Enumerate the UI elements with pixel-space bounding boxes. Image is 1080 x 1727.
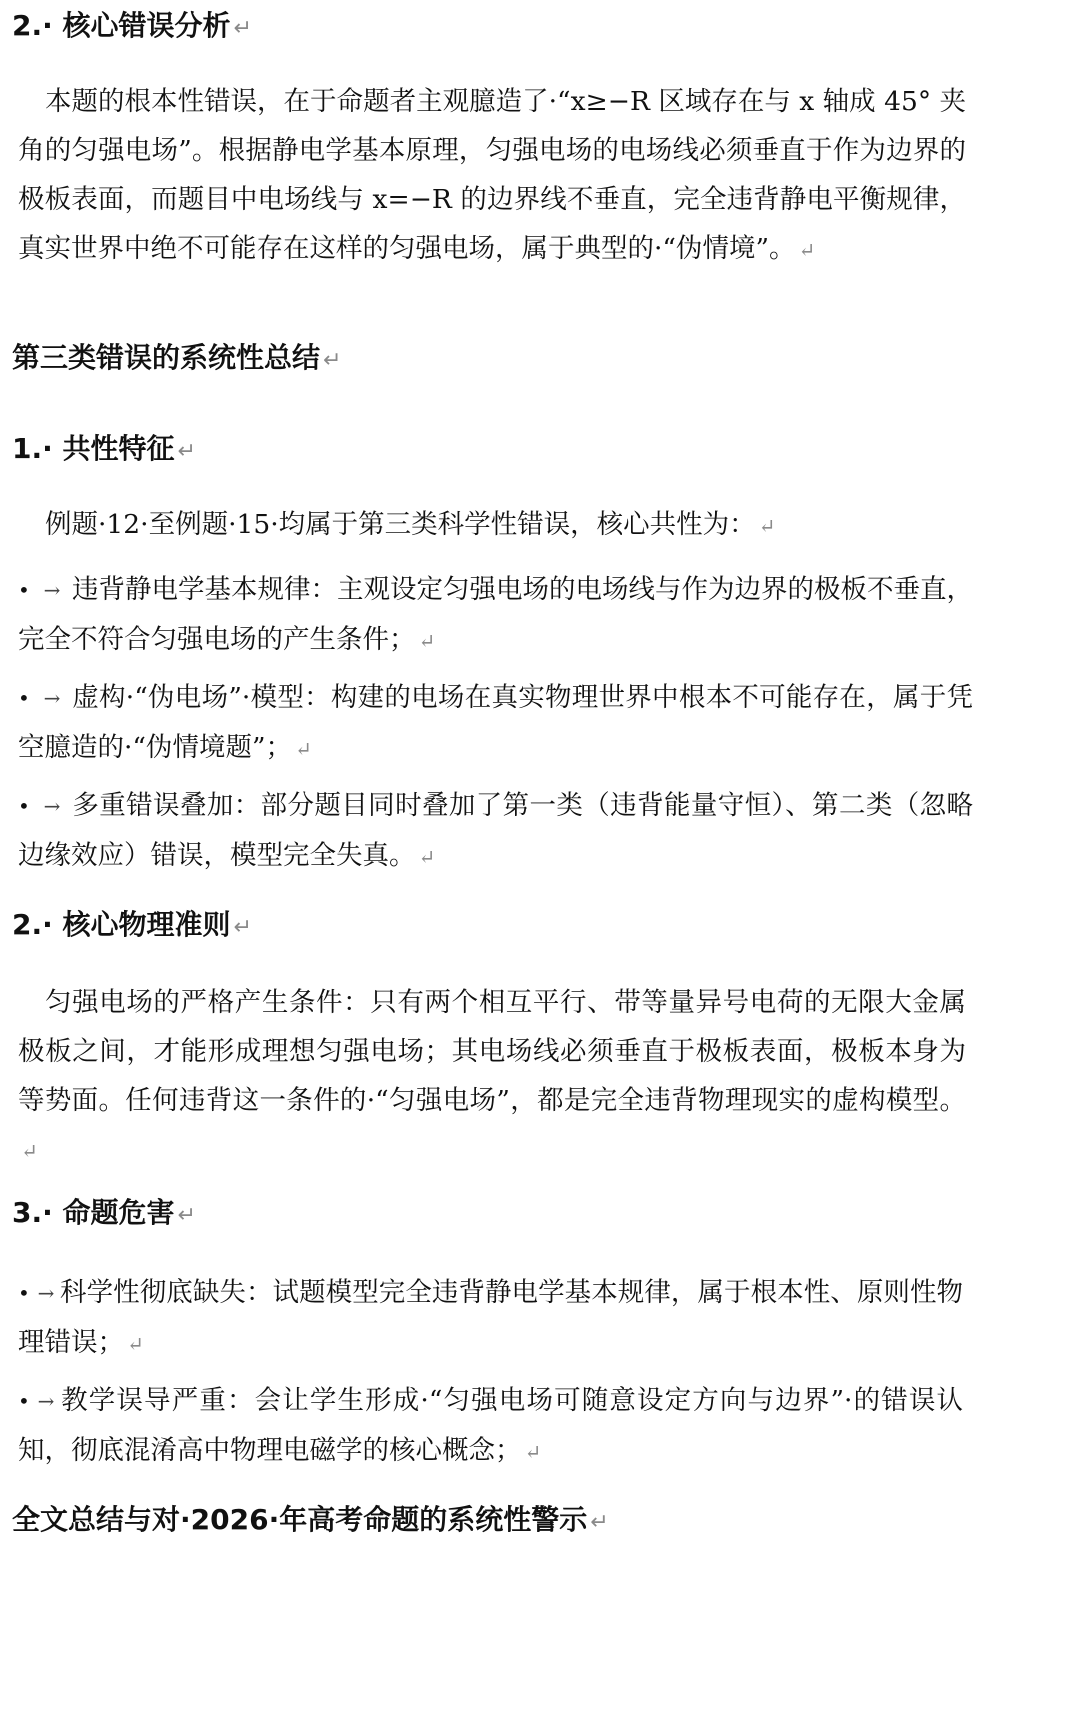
bullet-dot-icon: • [18, 794, 30, 818]
harm-heading-text: 3.· 命题危害 [12, 1196, 175, 1229]
arrow-right-icon: → [43, 578, 61, 602]
final-summary-title [12, 1500, 609, 1543]
summary-title-text: 第三类错误的系统性总结 [12, 341, 321, 374]
list-item-text: 科学性彻底缺失：试题模型完全违背静电学基本规律，属于根本性、原则性物理错误； [18, 1277, 963, 1358]
summary-title [12, 338, 341, 381]
common-features-intro [18, 500, 966, 551]
core-error-paragraph [18, 77, 966, 275]
bullet-dot-icon: • [18, 1281, 30, 1305]
harm-heading [12, 1193, 196, 1236]
list-item-text: 虚构·“伪电场”·模型：构建的电场在真实物理世界中根本不可能存在，属于凭空臆造的·“伪情境题”； [18, 682, 973, 763]
return-mark-icon: ↵ [177, 439, 196, 464]
principle-paragraph-text: 匀强电场的严格产生条件：只有两个相互平行、带等量异号电荷的无限大金属极板之间，才能形成理想匀强电场；其电场线必须垂直于极板表面，极板本身为等势面。任何违背这一条件的·“匀强电场”，都是完全违背物理现实的虚构模型。 [18, 987, 966, 1116]
principle-paragraph [18, 978, 966, 1176]
return-mark-icon: ↵ [233, 16, 252, 41]
final-summary-title-text: 全文总结与对·2026·年高考命题的系统性警示 [12, 1503, 588, 1536]
core-error-heading [12, 6, 252, 49]
bullet-dot-icon: • [18, 686, 30, 710]
return-mark-icon: ↵ [295, 737, 312, 761]
core-error-heading-text: 2.· 核心错误分析 [12, 9, 231, 42]
list-item [18, 673, 973, 774]
return-mark-icon: ↵ [323, 348, 342, 373]
arrow-right-icon: → [43, 794, 61, 818]
list-item [18, 1376, 963, 1477]
arrow-right-icon: → [37, 1281, 55, 1305]
arrow-right-icon: → [37, 1389, 55, 1413]
principle-heading-text: 2.· 核心物理准则 [12, 908, 231, 941]
list-item [18, 565, 973, 666]
return-mark-icon: ↵ [127, 1332, 144, 1356]
list-item-text: 教学误导严重：会让学生形成·“匀强电场可随意设定方向与边界”·的错误认知，彻底混淆高中物理电磁学的核心概念； [18, 1385, 963, 1466]
return-mark-icon: ↵ [21, 1139, 38, 1163]
return-mark-icon: ↵ [418, 629, 436, 653]
core-error-paragraph-text: 本题的根本性错误，在于命题者主观臆造了·“x≥−R 区域存在与 x 轴成 45° 夹角的匀强电场”。根据静电学基本原理，匀强电场的电场线必须垂直于作为边界的极板表面，而题目中电场线与 x=−R 的边界线不垂直，完全违背静电平衡规律，真实世界中绝不可能存在这样的匀强电场，属于典型的·“伪情境”。 [18, 86, 966, 264]
return-mark-icon: ↵ [418, 845, 436, 869]
list-item-text: 违背静电学基本规律：主观设定匀强电场的电场线与作为边界的极板不垂直，完全不符合匀强电场的产生条件； [18, 574, 973, 655]
list-item-text: 多重错误叠加：部分题目同时叠加了第一类（违背能量守恒）、第二类（忽略边缘效应）错误，模型完全失真。 [18, 790, 973, 871]
return-mark-icon: ↵ [524, 1440, 542, 1464]
bullet-dot-icon: • [18, 578, 30, 602]
common-features-heading [12, 429, 196, 472]
return-mark-icon: ↵ [798, 238, 816, 262]
list-item [18, 781, 973, 882]
arrow-right-icon: → [43, 686, 61, 710]
common-features-heading-text: 1.· 共性特征 [12, 432, 175, 465]
return-mark-icon: ↵ [233, 915, 252, 940]
return-mark-icon: ↵ [590, 1510, 609, 1535]
return-mark-icon: ↵ [177, 1203, 196, 1228]
return-mark-icon: ↵ [758, 514, 776, 538]
common-features-intro-text: 例题·12·至例题·15·均属于第三类科学性错误，核心共性为： [45, 509, 756, 540]
principle-heading [12, 905, 252, 948]
bullet-dot-icon: • [18, 1389, 30, 1413]
list-item [18, 1268, 963, 1369]
